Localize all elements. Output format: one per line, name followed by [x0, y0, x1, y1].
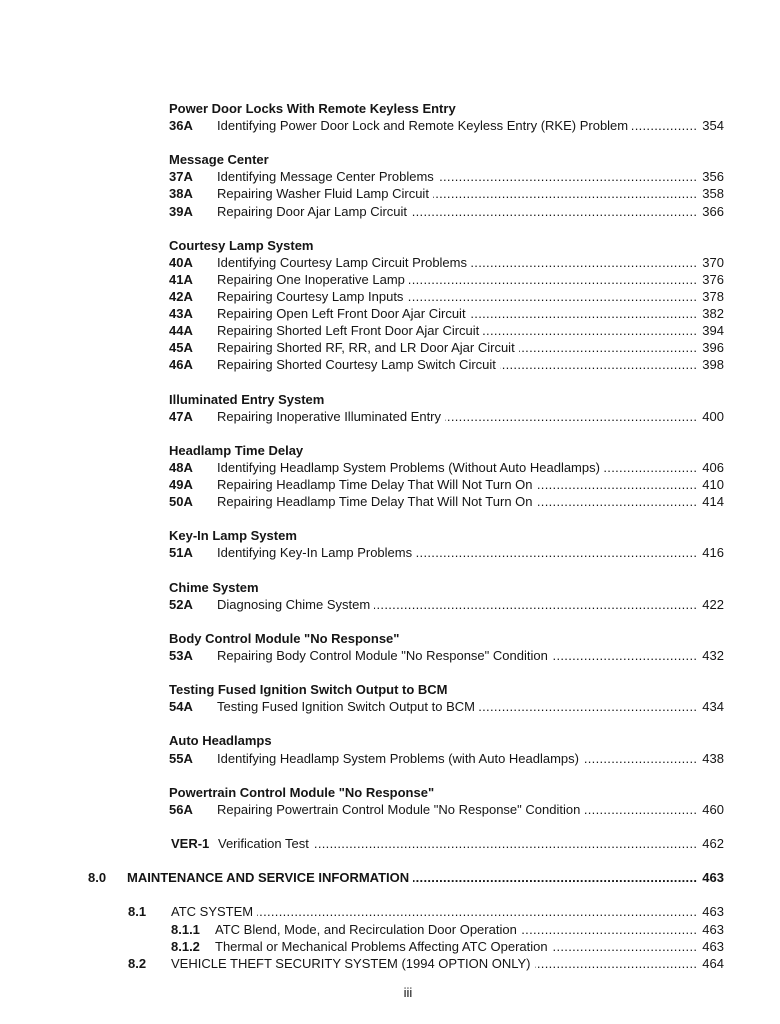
entry-page-number: 463 — [702, 870, 724, 886]
entry-code: 49A — [169, 477, 193, 493]
entry-title: ATC Blend, Mode, and Recirculation Door Operation — [215, 921, 517, 937]
dot-leader — [409, 271, 697, 288]
section-heading: Message Center — [169, 152, 269, 168]
entry-title: ATC SYSTEM — [171, 904, 254, 920]
entry-page-number: 358 — [702, 186, 724, 202]
dot-leader — [416, 544, 697, 561]
chapter-entry — [0, 869, 724, 886]
entry-title: Repairing Inoperative Illuminated Entry — [217, 408, 442, 424]
dot-leader — [584, 801, 697, 818]
dot-leader — [535, 955, 698, 972]
toc-entry — [0, 476, 724, 493]
entry-code: 45A — [169, 340, 193, 356]
toc-entry — [0, 288, 724, 305]
entry-code: 52A — [169, 596, 193, 612]
entry-page-number: 370 — [702, 254, 724, 270]
dot-leader — [413, 869, 697, 886]
toc-entry — [0, 271, 724, 288]
entry-code: VER-1 — [171, 836, 210, 852]
entry-title: Diagnosing Chime System — [217, 596, 371, 612]
entry-title: VEHICLE THEFT SECURITY SYSTEM (1994 OPTION ONLY) — [171, 955, 531, 971]
toc-entry — [0, 596, 724, 613]
entry-code: 8.1.2 — [171, 938, 200, 954]
section-heading: Testing Fused Ignition Switch Output to BCM — [169, 682, 448, 698]
dot-leader — [470, 305, 698, 322]
verification-entry — [0, 835, 724, 852]
entry-code: 37A — [169, 169, 193, 185]
toc-entry — [0, 801, 724, 818]
entry-code: 53A — [169, 648, 193, 663]
entry-title: Identifying Headlamp System Problems (with Auto Headlamps) — [217, 750, 579, 766]
toc-entry — [0, 408, 724, 425]
entry-page-number: 354 — [702, 118, 724, 134]
entry-title: Repairing Powertrain Control Module "No Response" Condition — [217, 801, 581, 817]
entry-code: 48A — [169, 459, 193, 475]
toc-section — [0, 630, 724, 664]
toc-entry — [0, 254, 724, 271]
toc-section — [0, 151, 724, 219]
entry-code: 8.1 — [128, 904, 147, 920]
toc-entry — [0, 459, 724, 476]
section-heading: Body Control Module "No Response" — [169, 630, 400, 646]
toc-section — [0, 579, 724, 613]
entry-page-number: 463 — [702, 938, 724, 954]
toc-entry — [0, 185, 724, 202]
entry-code: 50A — [169, 494, 193, 510]
entry-code: 42A — [169, 289, 193, 305]
entry-title: Testing Fused Ignition Switch Output to BCM — [217, 699, 475, 715]
entry-page-number: 460 — [702, 801, 724, 817]
toc-entry — [0, 339, 724, 356]
dot-leader — [407, 288, 697, 305]
dot-leader — [374, 596, 697, 613]
entry-page-number: 406 — [702, 459, 724, 475]
entry-page-number: 394 — [702, 323, 724, 339]
dot-leader — [433, 185, 697, 202]
entry-page-number: 398 — [702, 357, 724, 373]
entry-title: Repairing One Inoperative Lamp — [217, 271, 405, 287]
dot-leader — [552, 938, 698, 955]
entry-title: Repairing Body Control Module "No Response" Condition — [217, 648, 548, 663]
entry-code: 8.1.1 — [171, 921, 200, 937]
section-heading: Auto Headlamps — [169, 733, 272, 749]
entry-title: Identifying Message Center Problems — [217, 169, 434, 185]
dot-leader — [479, 698, 697, 715]
toc-entry — [0, 750, 724, 767]
dot-leader — [632, 117, 697, 134]
entry-page-number: 410 — [702, 477, 724, 493]
dot-leader — [471, 254, 697, 271]
entry-code: 44A — [169, 323, 193, 339]
toc-section — [0, 732, 724, 766]
toc-section — [0, 100, 724, 134]
entry-code: 46A — [169, 357, 193, 373]
toc-entry — [0, 117, 724, 134]
toc-section — [0, 527, 724, 561]
dot-leader — [537, 476, 698, 493]
subsection-entry — [0, 903, 724, 920]
dot-leader — [521, 921, 697, 938]
dot-leader — [519, 339, 698, 356]
toc-section — [0, 442, 724, 510]
chapter-number: 8.0 — [88, 870, 107, 886]
toc-section — [0, 391, 724, 425]
entry-page-number: 378 — [702, 289, 724, 305]
entry-page-number: 463 — [702, 921, 724, 937]
dot-leader — [438, 168, 698, 185]
toc-entry — [0, 647, 724, 664]
entry-page-number: 400 — [702, 408, 724, 424]
entry-code: 41A — [169, 271, 193, 287]
entry-code: 55A — [169, 750, 193, 766]
toc-entry — [0, 322, 724, 339]
entry-title: Identifying Key-In Lamp Problems — [217, 545, 413, 561]
dot-leader — [604, 459, 697, 476]
entry-page-number: 438 — [702, 750, 724, 766]
toc-entry — [0, 168, 724, 185]
entry-code: 38A — [169, 186, 193, 202]
section-heading: Chime System — [169, 579, 259, 595]
subsection-entry — [0, 938, 724, 955]
entry-code: 8.2 — [128, 955, 147, 971]
entry-page-number: 416 — [702, 545, 724, 561]
toc-entry — [0, 305, 724, 322]
toc-entry — [0, 203, 724, 220]
entry-code: 39A — [169, 203, 193, 219]
dot-leader — [257, 903, 697, 920]
section-heading: Courtesy Lamp System — [169, 237, 314, 253]
dot-leader — [411, 203, 697, 220]
table-of-contents — [0, 100, 724, 972]
dot-leader — [500, 356, 697, 373]
dot-leader — [537, 493, 698, 510]
entry-title: Repairing Headlamp Time Delay That Will Not Turn On — [217, 477, 533, 493]
entry-title: Repairing Courtesy Lamp Inputs — [217, 289, 404, 305]
entry-page-number: 434 — [702, 699, 724, 715]
entry-title: Identifying Courtesy Lamp Circuit Problems — [217, 254, 467, 270]
toc-section — [0, 784, 724, 818]
entry-title: Verification Test — [218, 836, 309, 852]
toc-entry — [0, 356, 724, 373]
subsection-entry — [0, 921, 724, 938]
dot-leader — [583, 750, 697, 767]
entry-title: Repairing Shorted RF, RR, and LR Door Ajar Circuit — [217, 340, 515, 356]
entry-code: 36A — [169, 118, 193, 134]
dot-leader — [483, 322, 697, 339]
entry-title: Repairing Door Ajar Lamp Circuit — [217, 203, 408, 219]
page-number: iii — [403, 985, 413, 1000]
chapter-title: MAINTENANCE AND SERVICE INFORMATION — [127, 870, 410, 886]
section-heading: Powertrain Control Module "No Response" — [169, 784, 435, 800]
toc-entry — [0, 544, 724, 561]
entry-page-number: 382 — [702, 306, 724, 322]
entry-code: 51A — [169, 545, 193, 561]
entry-code: 43A — [169, 306, 193, 322]
dot-leader — [552, 647, 697, 664]
entry-page-number: 414 — [702, 494, 724, 510]
entry-code: 56A — [169, 801, 193, 817]
entry-page-number: 463 — [702, 904, 724, 920]
entry-page-number: 376 — [702, 271, 724, 287]
entry-title: Thermal or Mechanical Problems Affecting ATC Operation — [215, 938, 548, 954]
entry-title: Repairing Washer Fluid Lamp Circuit — [217, 186, 429, 202]
entry-title: Repairing Shorted Left Front Door Ajar Circuit — [217, 323, 480, 339]
toc-entry — [0, 698, 724, 715]
toc-entry — [0, 493, 724, 510]
entry-page-number: 356 — [702, 169, 724, 185]
subsection-entry — [0, 955, 724, 972]
entry-code: 54A — [169, 699, 193, 715]
entry-code: 47A — [169, 408, 193, 424]
entry-title: Identifying Headlamp System Problems (Without Auto Headlamps) — [217, 459, 600, 475]
entry-title: Repairing Open Left Front Door Ajar Circuit — [217, 306, 466, 322]
entry-page-number: 396 — [702, 340, 724, 356]
entry-page-number: 462 — [702, 836, 724, 852]
section-heading: Power Door Locks With Remote Keyless Entry — [169, 101, 456, 116]
entry-page-number: 464 — [702, 955, 724, 971]
toc-section — [0, 237, 724, 374]
entry-code: 40A — [169, 254, 193, 270]
section-heading: Key-In Lamp System — [169, 528, 297, 544]
dot-leader — [445, 408, 697, 425]
section-heading: Headlamp Time Delay — [169, 442, 304, 458]
entry-title: Repairing Headlamp Time Delay That Will Not Turn On — [217, 494, 533, 510]
entry-page-number: 366 — [702, 203, 724, 219]
entry-title: Identifying Power Door Lock and Remote Keyless Entry (RKE) Problem — [217, 118, 629, 134]
toc-section — [0, 681, 724, 715]
entry-page-number: 422 — [702, 596, 724, 612]
entry-page-number: 432 — [702, 648, 724, 663]
section-heading: Illuminated Entry System — [169, 391, 325, 407]
entry-title: Repairing Shorted Courtesy Lamp Switch Circuit — [217, 357, 496, 373]
dot-leader — [313, 835, 697, 852]
